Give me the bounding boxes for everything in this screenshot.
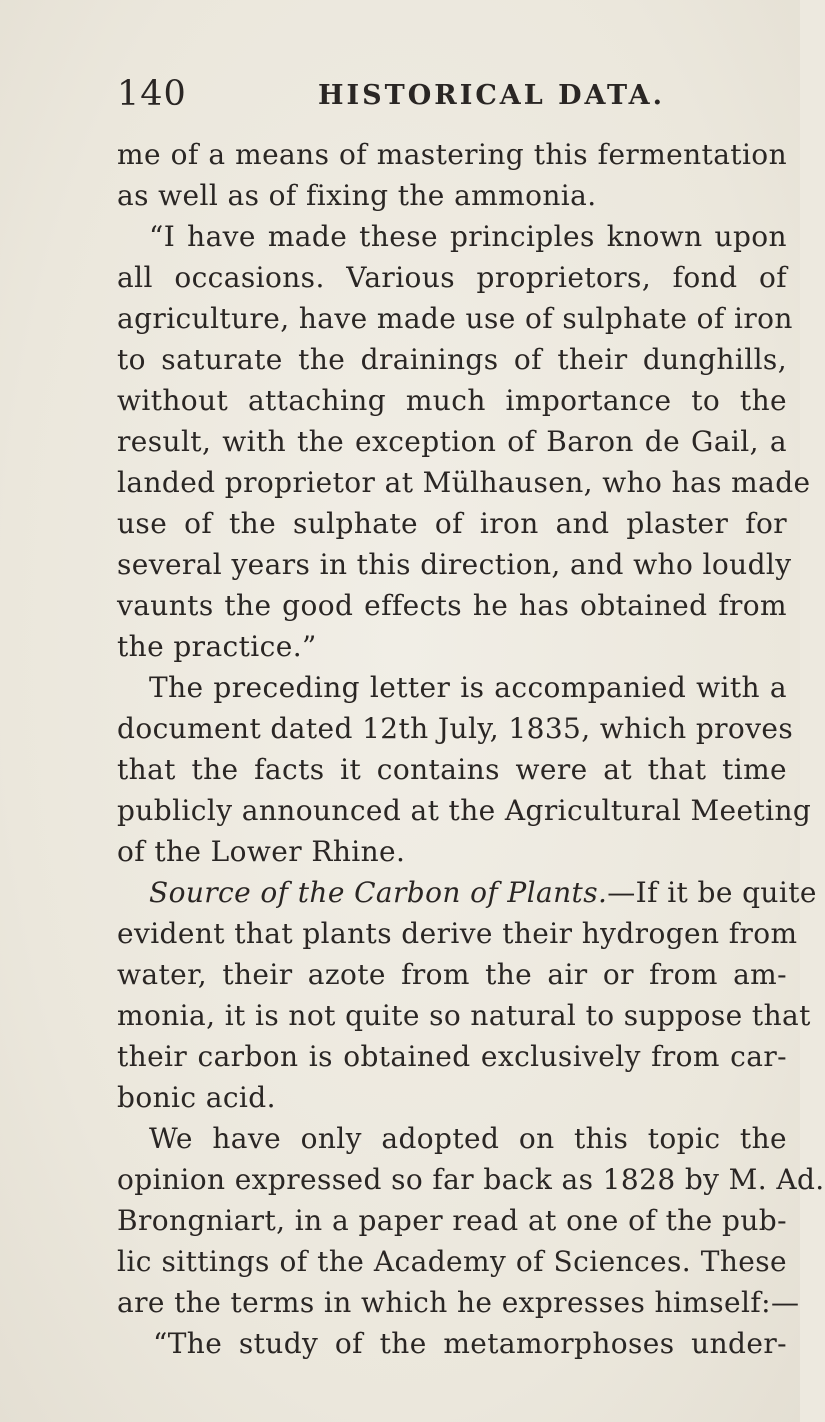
text-line: lic sittings of the Academy of Sciences. These xyxy=(117,1245,787,1278)
text-line: “The study of the metamorphoses under- xyxy=(153,1327,787,1360)
page-number: 140 xyxy=(117,74,187,114)
section-heading-line xyxy=(117,872,817,913)
text-line: agriculture, have made use of sulphate of iron xyxy=(117,302,793,335)
text-line: as well as of fixing the ammonia. xyxy=(117,179,597,212)
running-head: HISTORICAL DATA. xyxy=(318,80,665,111)
text-line: all occasions. Various proprietors, fond of xyxy=(117,261,787,294)
text-line: several years in this direction, and who loudly xyxy=(117,548,792,581)
text-line: use of the sulphate of iron and plaster for xyxy=(117,507,787,540)
text-line: are the terms in which he expresses himself:— xyxy=(117,1286,800,1319)
text-line: monia, it is not quite so natural to suppose that xyxy=(117,999,811,1032)
text-line: result, with the exception of Baron de Gail, a xyxy=(117,425,787,458)
text-line: me of a means of mastering this fermentation xyxy=(117,138,787,171)
text-line: “I have made these principles known upon xyxy=(149,220,787,253)
text-line: that the facts it contains were at that time xyxy=(117,753,787,786)
text-line: of the Lower Rhine. xyxy=(117,835,406,868)
text-line: vaunts the good effects he has obtained from xyxy=(117,589,787,622)
text-line: evident that plants derive their hydrogen from xyxy=(117,917,798,950)
section-heading: Source of the Carbon of Plants. xyxy=(149,876,608,909)
text-line: Brongniart, in a paper read at one of the pub- xyxy=(117,1204,787,1237)
text-line: opinion expressed so far back as 1828 by M. Ad. xyxy=(117,1163,825,1196)
body-text xyxy=(117,134,825,1364)
text-line-rest: —If it be quite xyxy=(607,876,817,909)
text-line: the practice.” xyxy=(117,630,317,663)
text-line: landed proprietor at Mülhausen, who has made xyxy=(117,466,811,499)
text-line: publicly announced at the Agricultural Meeting xyxy=(117,794,812,827)
text-line: to saturate the drainings of their dunghills, xyxy=(117,343,787,376)
text-line: their carbon is obtained exclusively from car- xyxy=(117,1040,787,1073)
text-line: The preceding letter is accompanied with a xyxy=(149,671,787,704)
text-line: document dated 12th July, 1835, which proves xyxy=(117,712,794,745)
text-line: water, their azote from the air or from am- xyxy=(117,958,787,991)
text-line: bonic acid. xyxy=(117,1081,276,1114)
text-line: without attaching much importance to the xyxy=(117,384,787,417)
text-line: We have only adopted on this topic the xyxy=(149,1122,787,1155)
page-header xyxy=(117,74,717,118)
